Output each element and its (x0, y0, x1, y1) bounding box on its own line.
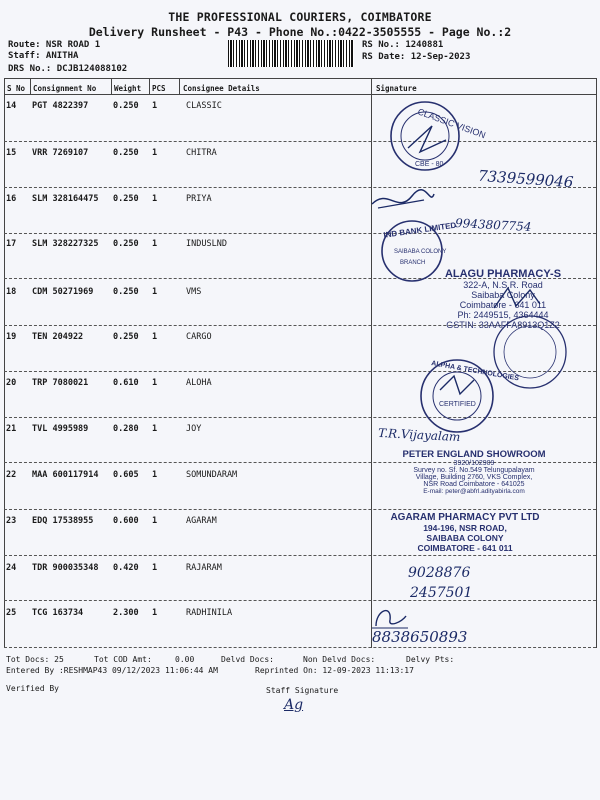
row-pcs: 1 (152, 194, 158, 204)
col-divider (179, 78, 180, 94)
row-weight: 0.605 (113, 470, 139, 480)
tech-stamp (414, 356, 520, 436)
row-weight: 2.300 (113, 608, 139, 618)
signature-scribble (370, 602, 410, 630)
header-consignee: Consignee Details (183, 84, 260, 93)
row-sno: 19 (6, 332, 17, 342)
row-divider (4, 600, 596, 601)
stamp-line: Survey no. Sf. No.549 Telungupalayam (413, 467, 535, 474)
handwritten-phone: 9943807754 (454, 216, 532, 234)
row-consignee: CLASSIC (186, 101, 222, 111)
row-pcs: 1 (152, 470, 158, 480)
row-consignment: TVL 4995989 (32, 424, 89, 434)
row-divider (4, 555, 596, 556)
reprinted-on: Reprinted On: 12-09-2023 11:13:17 (255, 666, 414, 675)
row-pcs: 1 (152, 608, 158, 618)
table-row (0, 148, 600, 168)
col-divider (149, 78, 150, 94)
row-consignee: RADHINILA (186, 608, 233, 618)
row-pcs: 1 (152, 378, 158, 388)
row-weight: 0.250 (113, 194, 139, 204)
stamp-line: E-mail: peter@abfrl.adityabirla.com (423, 488, 525, 495)
stamp-line: Village, Building 2760, VKS Complex, (415, 474, 533, 481)
stamp-line: 322-A, N.S.R. Road (463, 280, 543, 290)
row-pcs: 1 (152, 148, 158, 158)
staff-signature-label: Staff Signature (266, 686, 339, 695)
header-signature: Signature (376, 84, 417, 93)
row-pcs: 1 (152, 332, 158, 342)
row-consignee: ALOHA (186, 378, 212, 388)
table-row (0, 608, 600, 628)
total-cod-value: 0.00 (175, 655, 195, 664)
row-weight: 0.280 (113, 424, 139, 434)
classic-vision-stamp (380, 96, 488, 176)
row-consignee: PRIYA (186, 194, 212, 204)
row-sno: 17 (6, 239, 17, 249)
row-consignment: PGT 4822397 (32, 101, 89, 111)
stamp-line: COIMBATORE - 641 011 (417, 543, 513, 553)
row-divider (4, 233, 596, 234)
table-header-border (4, 94, 596, 95)
handwritten-name: T.R.Vijayalam (377, 425, 461, 445)
row-consignment: VRR 7269107 (32, 148, 89, 158)
row-sno: 16 (6, 194, 17, 204)
agaram-stamp (372, 512, 558, 553)
table-row (0, 239, 600, 259)
signature-scribble (368, 186, 438, 216)
stamp-line: SAIBABA COLONY (426, 533, 504, 543)
delivery-points: Delvy Pts: (406, 655, 455, 664)
stamp-line: GSTIN: 33AAFFA8913Q1Z2 (446, 320, 560, 330)
row-consignee: INDUSLND (186, 239, 227, 249)
table-row (0, 424, 600, 444)
row-sno: 21 (6, 424, 17, 434)
signature-scribble (490, 284, 546, 314)
entered-by: Entered By :RESHMAP43 09/12/2023 11:06:44 AM (6, 666, 218, 675)
rs-date: RS Date: 12-Sep-2023 (362, 52, 471, 62)
row-weight: 0.600 (113, 516, 139, 526)
row-consignment: SLM 328227325 (32, 239, 99, 249)
stamp-line: 194-196, NSR ROAD, (423, 523, 507, 533)
stamp-text: ALPHA & TECHNOLOGIES (430, 360, 520, 383)
row-sno: 18 (6, 287, 17, 297)
row-divider (4, 187, 596, 188)
row-sno: 20 (6, 378, 17, 388)
row-divider (4, 647, 596, 648)
row-consignee: CARGO (186, 332, 212, 342)
row-weight: 0.250 (113, 239, 139, 249)
total-cod-label: Tot COD Amt: (94, 655, 152, 664)
row-sno: 23 (6, 516, 17, 526)
row-pcs: 1 (152, 101, 158, 111)
row-weight: 0.250 (113, 148, 139, 158)
row-weight: 0.610 (113, 378, 139, 388)
delivered-docs: Delvd Docs: (221, 655, 274, 664)
rs-number: RS No.: 1240881 (362, 40, 444, 50)
row-pcs: 1 (152, 424, 158, 434)
row-pcs: 1 (152, 239, 158, 249)
stamp-subtext: CERTIFIED (439, 401, 476, 408)
row-consignment: TCG 163734 (32, 608, 84, 618)
handwritten-number: 2457501 (410, 585, 473, 601)
row-consignee: JOY (186, 424, 202, 434)
row-weight: 0.250 (113, 332, 139, 342)
row-pcs: 1 (152, 287, 158, 297)
row-consignment: MAA 600117914 (32, 470, 99, 480)
total-docs: Tot Docs: 25 (6, 655, 64, 664)
row-consignee: AGARAM (186, 516, 217, 526)
non-delivered-docs: Non Delvd Docs: (303, 655, 376, 664)
row-consignee: VMS (186, 287, 202, 297)
row-consignment: TRP 7080021 (32, 378, 89, 388)
staff-label: Staff: ANITHA (8, 51, 79, 61)
company-title: THE PROFESSIONAL COURIERS, COIMBATORE (168, 10, 432, 24)
showroom-stamp (384, 449, 564, 495)
row-consignment: CDM 50271969 (32, 287, 94, 297)
row-consignment: EDQ 17538955 (32, 516, 94, 526)
header-weight: Weight (114, 84, 142, 93)
row-consignee: SOMUNDARAM (186, 470, 238, 480)
handwritten-number: 9028876 (408, 565, 471, 581)
header-pcs: PCS (152, 84, 166, 93)
stamp-line: 3920/102909 (453, 460, 495, 467)
runsheet-subtitle: Delivery Runsheet - P43 - Phone No.:0422-3505555 - Page No.:2 (88, 25, 512, 39)
row-consignment: TDR 900035348 (32, 563, 99, 573)
stamp-line: Coimbatore - 641 011 (459, 300, 547, 310)
row-divider (4, 417, 596, 418)
stamp-subtext: SAIBABA COLONY (394, 249, 447, 255)
staff-signature-mark: Ag (284, 697, 304, 713)
stamp-line: NSR Road Coimbatore - 641025 (423, 481, 525, 488)
stamp-text: CLASSIC VISION (416, 106, 488, 141)
handwritten-phone: 8838650893 (372, 628, 468, 646)
stamp-subtext: CBE - 80 (415, 161, 444, 168)
row-sno: 15 (6, 148, 17, 158)
row-sno: 22 (6, 470, 17, 480)
row-weight: 0.250 (113, 101, 139, 111)
row-divider (4, 141, 596, 142)
row-sno: 25 (6, 608, 17, 618)
stamp-line: Ph: 2449515, 4364444 (457, 310, 549, 320)
header-consignment: Consignment No (33, 84, 97, 93)
stamp-text: IND BANK LIMITED (382, 220, 457, 240)
stamp-title: AGARAM PHARMACY PVT LTD (390, 512, 540, 523)
col-divider (30, 78, 31, 94)
row-divider (4, 509, 596, 510)
table-row (0, 194, 600, 214)
row-weight: 0.250 (113, 287, 139, 297)
row-weight: 0.420 (113, 563, 139, 573)
verified-by: Verified By (6, 684, 59, 693)
row-sno: 24 (6, 563, 17, 573)
row-sno: 14 (6, 101, 17, 111)
row-consignee: CHITRA (186, 148, 217, 158)
row-pcs: 1 (152, 516, 158, 526)
drs-number: DRS No.: DCJB124088102 (8, 64, 128, 74)
stamp-title: PETER ENGLAND SHOWROOM (402, 449, 546, 460)
table-top-border (4, 78, 596, 79)
table-row (0, 563, 600, 583)
route-label: Route: NSR ROAD 1 (8, 40, 101, 50)
stamp-title: ALAGU PHARMACY-S (444, 268, 562, 280)
stamp-subtext: BRANCH (400, 260, 426, 266)
row-consignee: RAJARAM (186, 563, 222, 573)
handwritten-phone: 7339599046 (477, 166, 574, 192)
table-row (0, 101, 600, 121)
barcode (228, 40, 354, 67)
row-consignment: SLM 328164475 (32, 194, 99, 204)
stamp-line: Saibaba Colony (471, 290, 535, 300)
row-pcs: 1 (152, 563, 158, 573)
row-consignment: TEN 204922 (32, 332, 84, 342)
header-sno: S No (7, 84, 26, 93)
col-divider (111, 78, 112, 94)
